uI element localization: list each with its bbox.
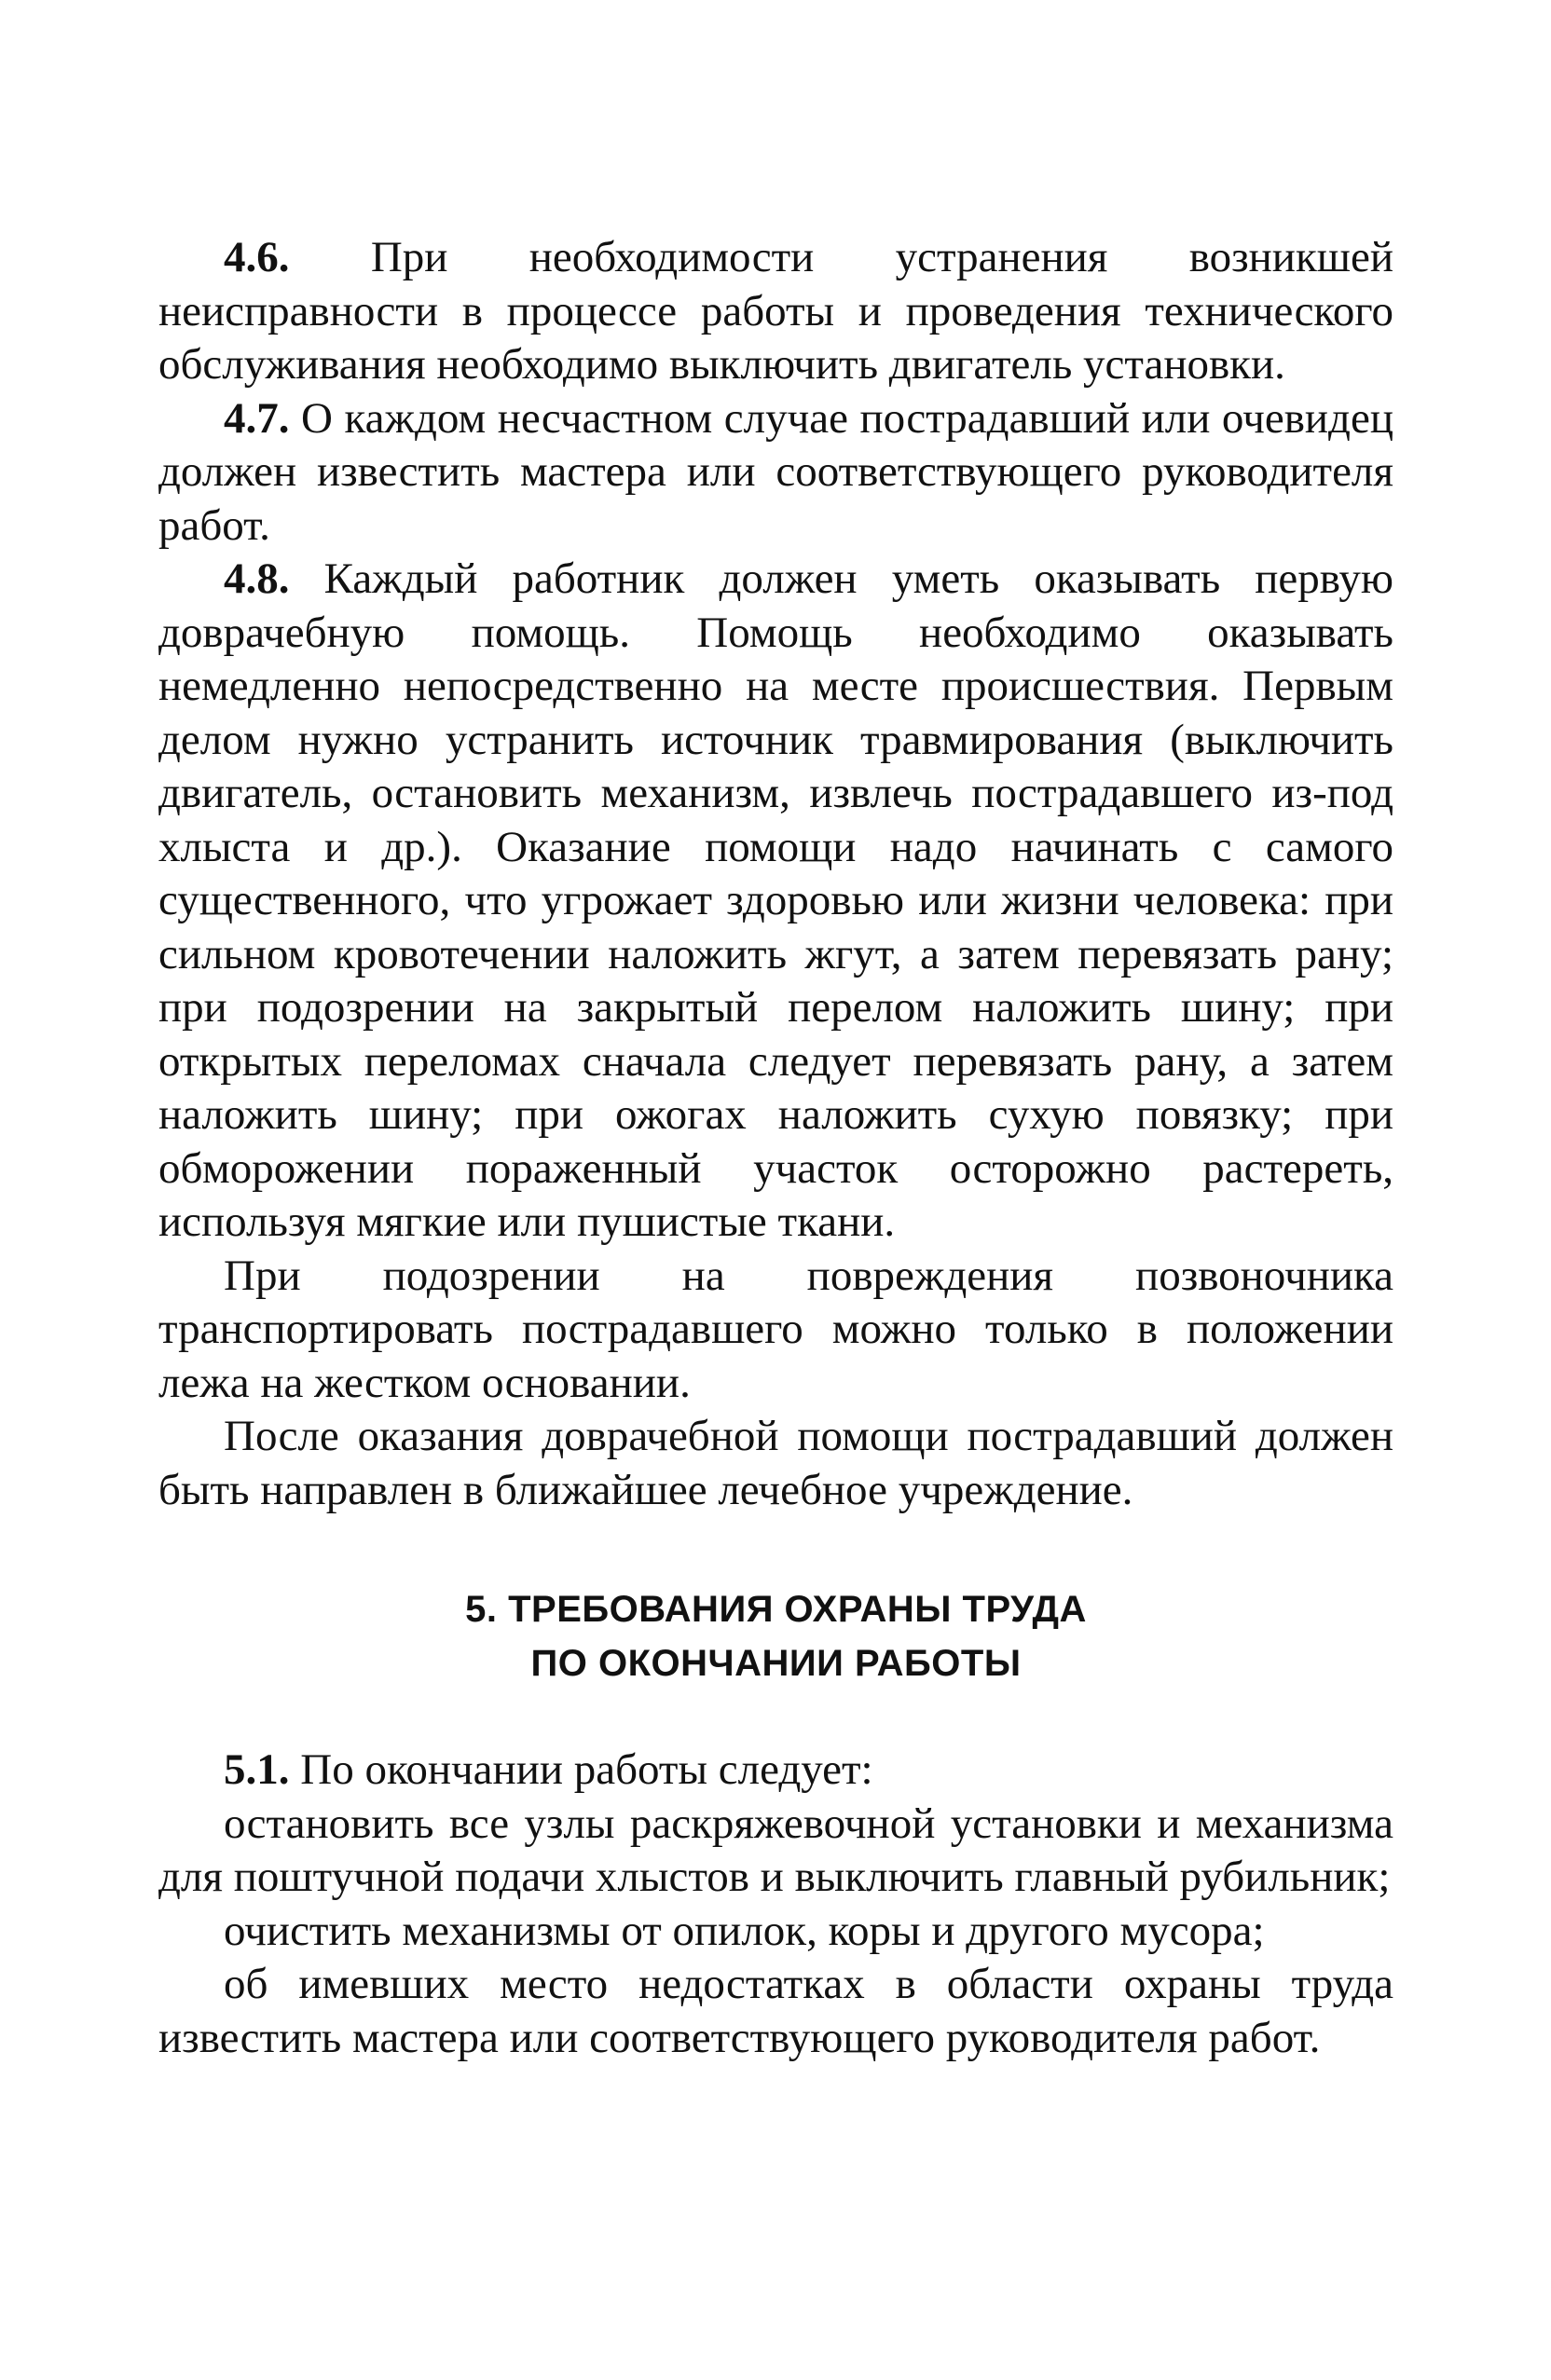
clause-number: 4.8. — [224, 554, 290, 603]
section-heading-line-1: 5. ТРЕБОВАНИЯ ОХРАНЫ ТРУДА — [465, 1589, 1087, 1630]
clause-number: 5.1. — [224, 1745, 290, 1794]
paragraph-4-6 — [158, 231, 1393, 392]
list-item: об имевших место недостатках в области охраны труда известить мастера или соответствующего руководителя работ. — [158, 1960, 1393, 2062]
document-page — [158, 231, 1393, 2065]
paragraph-after-first-aid: После оказания доврачебной помощи пострадавший должен быть направлен в ближайшее лечебное учреждение. — [158, 1412, 1393, 1514]
paragraph-5-1 — [158, 1744, 1393, 1798]
paragraph-spine-injury: При подозрении на повреждения позвоночника транспортировать пострадавшего можно только в положении лежа на жестком основании. — [158, 1251, 1393, 1407]
section-heading — [158, 1582, 1393, 1690]
clause-text: При необходимости устранения возникшей неисправности в процессе работы и проведения технического обслуживания необходимо выключить двигатель установки. — [158, 233, 1393, 389]
clause-text: Каждый работник должен уметь оказывать первую доврачебную помощь. Помощь необходимо оказывать немедленно непосредственно на месте происшествия. Первым делом нужно устранить источник травмирования (выключить двигатель, остановить механизм, извлечь пострадавшего из-под хлыста и др.). Оказание помощи надо начинать с самого существенного, что угрожает здоровью или жизни человека: при сильном кровотечении наложить жгут, а затем перевязать рану; при подозрении на закрытый перелом наложить шину; при открытых переломах сначала следует перевязать рану, а затем наложить шину; при ожогах наложить сухую повязку; при обморожении пораженный участок осторожно растереть, используя мягкие или пушистые ткани. — [158, 554, 1393, 1246]
paragraph-4-7 — [158, 392, 1393, 554]
clause-number: 4.7. — [224, 393, 290, 443]
clause-number: 4.6. — [224, 233, 290, 281]
clause-text: По окончании работы следует: — [289, 1745, 873, 1794]
list-item: остановить все узлы раскряжевочной установки и механизма для поштучной подачи хлыстов и выключить главный рубильник; — [158, 1799, 1393, 1901]
section-heading-line-2: ПО ОКОНЧАНИИ РАБОТЫ — [530, 1643, 1022, 1684]
list-item: очистить механизмы от опилок, коры и другого мусора; — [224, 1906, 1265, 1955]
paragraph-4-8 — [158, 553, 1393, 1250]
clause-text: О каждом несчастном случае пострадавший или очевидец должен известить мастера или соответствующего руководителя работ. — [158, 393, 1393, 550]
